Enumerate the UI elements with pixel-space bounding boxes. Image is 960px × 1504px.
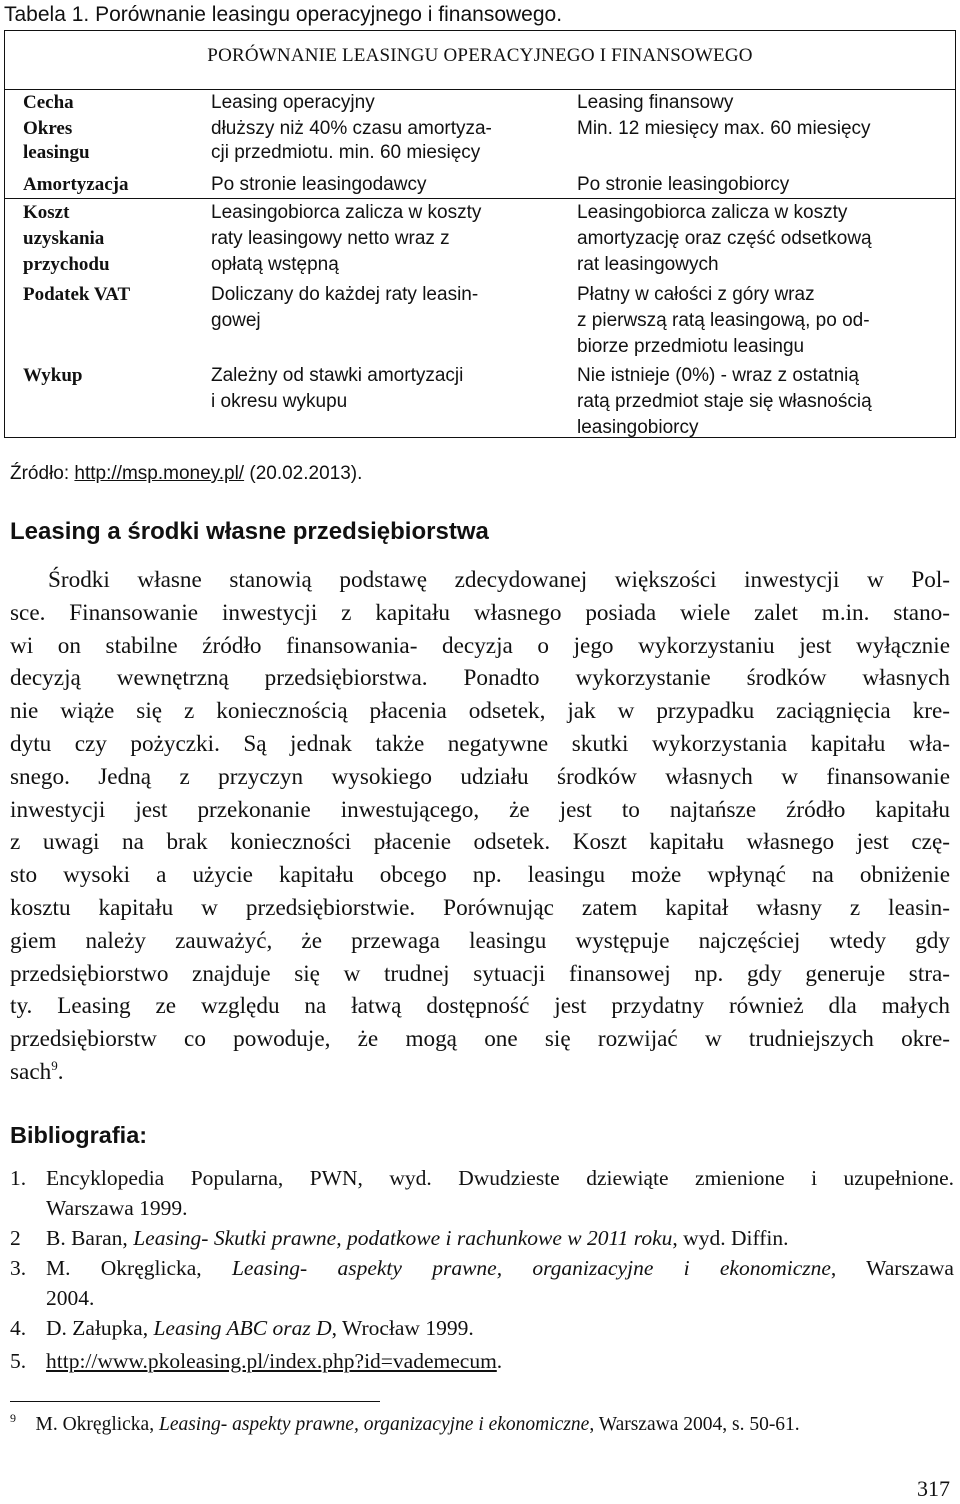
- bibliography-line: [46, 1253, 954, 1283]
- body-line: sce. Finansowanie inwestycji z kapitału własnego posiada wiele zalet m.in. stano-: [10, 599, 950, 626]
- bibliography-text: [46, 1253, 954, 1313]
- footnote: [10, 1410, 800, 1440]
- bibliography-number: 3.: [10, 1256, 27, 1280]
- body-line: z uwagi na brak konieczności płacenie odsetek. Koszt kapitału własnego jest czę-: [10, 829, 950, 856]
- bibliography-publisher: , wyd. Diffin.: [672, 1226, 789, 1250]
- body-line: giem należy zauważyć, że przewaga leasingu występuje najczęściej wtedy gdy: [10, 927, 950, 954]
- row-depreciation-financial-line: Po stronie leasingobiorcy: [577, 174, 790, 195]
- header-financial: Leasing finansowy: [577, 92, 734, 113]
- row-buyout-operational: [211, 363, 463, 415]
- body-line: inwestycji jest przekonanie inwestującego, że jest to najtańsze źródło kapitału: [10, 796, 950, 823]
- bibliography-line: Warszawa 1999.: [46, 1196, 188, 1220]
- source-label: Źródło:: [10, 463, 75, 484]
- bibliography-title: Leasing- aspekty prawne, organizacyjne i ekonomiczne: [231, 1256, 831, 1280]
- row-vat-financial-line: Płatny w całości z góry wraz: [577, 284, 815, 305]
- row-period-feature-line: Okres: [23, 118, 73, 139]
- row-cost-feature-line: uzyskania: [23, 228, 105, 249]
- header-feature: Cecha: [23, 92, 74, 113]
- row-cost-financial-line: rat leasingowych: [577, 254, 719, 275]
- source-date: (20.02.2013).: [244, 463, 363, 484]
- row-period-feature: [23, 117, 90, 165]
- bibliography-text: [46, 1163, 954, 1223]
- footnote-separator: [10, 1401, 380, 1402]
- row-cost-feature: [23, 200, 110, 278]
- footnote-reference[interactable]: 9: [51, 1057, 58, 1073]
- row-cost-operational-line: Leasingobiorca zalicza w koszty: [211, 202, 482, 223]
- row-buyout-operational-line: i okresu wykupu: [211, 391, 348, 412]
- row-vat-operational-line: Doliczany do każdej raty leasin-: [211, 284, 479, 305]
- row-period-financial: [577, 117, 871, 141]
- bibliography-line: [46, 1223, 954, 1253]
- row-cost-operational-line: opłatą wstępną: [211, 254, 339, 275]
- footnote-number: 9: [10, 1411, 16, 1425]
- row-depreciation-operational: [211, 172, 426, 198]
- table-divider: [5, 89, 955, 90]
- bibliography-author: B. Baran,: [46, 1226, 134, 1250]
- comparison-table: [4, 30, 956, 438]
- section-heading: Leasing a środki własne przedsiębiorstwa: [10, 518, 489, 545]
- bibliography-text: [46, 1223, 954, 1253]
- page-number: 317: [917, 1476, 950, 1501]
- bibliography-author: M. Okręglicka,: [46, 1256, 232, 1280]
- row-period-operational-line: cji przedmiotu. min. 60 miesięcy: [211, 142, 481, 163]
- body-paragraph: [10, 564, 950, 1089]
- footnote-rest: , Warszawa 2004, s. 50-61.: [589, 1414, 800, 1435]
- bibliography-link[interactable]: http://www.pkoleasing.pl/index.php?id=vademecum: [46, 1349, 497, 1373]
- row-vat-operational: [211, 282, 478, 334]
- row-depreciation-feature: [23, 172, 129, 198]
- bibliography-item: [10, 1313, 954, 1343]
- row-cost-feature-line: przychodu: [23, 254, 110, 275]
- bibliography-title: Leasing ABC oraz D: [153, 1316, 332, 1340]
- bibliography-line: [46, 1346, 954, 1376]
- bibliography-heading: Bibliografia:: [10, 1122, 148, 1148]
- bibliography-publisher: , Warszawa: [830, 1256, 954, 1280]
- row-cost-financial-line: Leasingobiorca zalicza w koszty: [577, 202, 848, 223]
- row-vat-operational-line: gowej: [211, 310, 261, 331]
- bibliography-punct: .: [496, 1349, 503, 1373]
- row-depreciation-financial: [577, 172, 789, 198]
- row-cost-operational-line: raty leasingowy netto wraz z: [211, 228, 450, 249]
- bibliography-number: 1.: [10, 1166, 27, 1190]
- row-buyout-financial-line: ratą przedmiot staje się własnością: [577, 391, 872, 412]
- body-line: Środki własne stanowią podstawę zdecydowanej większości inwestycji w Pol-: [48, 567, 950, 593]
- bibliography-title: Leasing- Skutki prawne, podatkowe i rachunkowe w 2011 roku: [133, 1226, 673, 1250]
- bibliography-number: 5.: [10, 1349, 27, 1373]
- table-title: PORÓWNANIE LEASINGU OPERACYJNEGO I FINANSOWEGO: [207, 45, 753, 66]
- row-buyout-financial-line: leasingobiorcy: [577, 417, 699, 438]
- bibliography-number: 2: [10, 1226, 21, 1250]
- footnote-title: Leasing- aspekty prawne, organizacyjne i ekonomiczne: [158, 1414, 590, 1435]
- bibliography-number: 4.: [10, 1316, 27, 1340]
- row-cost-financial-line: amortyzację oraz część odsetkową: [577, 228, 872, 249]
- body-last-punct: .: [57, 1058, 64, 1085]
- body-line: ty. Leasing ze względu na łatwą dostępność jest przydatny również dla małych: [10, 993, 950, 1020]
- bibliography-text: [46, 1346, 954, 1376]
- bibliography-line: Encyklopedia Popularna, PWN, wyd. Dwudzieste dziewiąte zmienione i uzupełnione.: [46, 1166, 954, 1190]
- row-buyout-financial: [577, 363, 872, 441]
- row-buyout-feature: [23, 363, 83, 389]
- body-line: wi on stabilne źródło finansowania- decyzja o jego wykorzystaniu jest wyłącznie: [10, 632, 950, 659]
- bibliography-item: [10, 1223, 954, 1253]
- bibliography-item: [10, 1253, 954, 1313]
- body-line: dytu czy pożyczki. Są jednak także negatywne skutki wykorzystania kapitału wła-: [10, 730, 950, 757]
- row-period-operational: [211, 117, 492, 165]
- body-line: sto wysoki a użycie kapitału obcego np. leasingu może wpłynąć na obniżenie: [10, 862, 950, 889]
- row-buyout-operational-line: Zależny od stawki amortyzacji: [211, 365, 464, 386]
- source-link[interactable]: http://msp.money.pl/: [74, 463, 245, 484]
- row-depreciation-feature-line: Amortyzacja: [23, 174, 129, 195]
- body-line: przedsiębiorstwo znajduje się w trudnej sytuacji finansowej np. gdy generuje stra-: [10, 960, 950, 987]
- bibliography-item: [10, 1163, 954, 1223]
- body-line-last: [10, 1056, 950, 1089]
- body-line: nie wiąże się z koniecznością płacenia odsetek, jak w przypadku zaciągnięcia kre-: [10, 698, 950, 725]
- bibliography-item: [10, 1346, 954, 1376]
- bibliography-publisher: , Wrocław 1999.: [331, 1316, 474, 1340]
- row-vat-financial: [577, 282, 870, 360]
- row-vat-financial-line: z pierwszą ratą leasingową, po od-: [577, 310, 870, 331]
- table-source: [10, 461, 362, 487]
- row-vat-feature-line: Podatek VAT: [23, 284, 131, 305]
- table-caption: Tabela 1. Porównanie leasingu operacyjnego i finansowego.: [4, 3, 563, 26]
- bibliography-author: D. Załupka,: [46, 1316, 154, 1340]
- header-operational: Leasing operacyjny: [211, 92, 375, 113]
- row-period-feature-line: leasingu: [23, 142, 90, 163]
- row-cost-operational: [211, 200, 481, 278]
- row-vat-feature: [23, 282, 130, 308]
- body-line: przedsiębiorstw co powoduje, że mogą one się rozwijać w trudniejszych okre-: [10, 1026, 950, 1053]
- body-line: kosztu kapitału w przedsiębiorstwie. Porównując zatem kapitał własny z leasin-: [10, 894, 950, 921]
- row-cost-financial: [577, 200, 872, 278]
- row-period-financial-line: Min. 12 miesięcy max. 60 miesięcy: [577, 118, 871, 139]
- table-divider: [5, 198, 955, 199]
- bibliography-line: [46, 1313, 954, 1343]
- body-last-word: sach: [10, 1058, 52, 1085]
- row-depreciation-operational-line: Po stronie leasingodawcy: [211, 174, 427, 195]
- row-cost-feature-line: Koszt: [23, 202, 70, 223]
- footnote-author: M. Okręglicka,: [35, 1414, 159, 1435]
- row-period-operational-line: dłuższy niż 40% czasu amortyza-: [211, 118, 492, 139]
- bibliography-line: 2004.: [46, 1286, 95, 1310]
- body-line: decyzją wewnętrzną przedsiębiorstwa. Ponadto wykorzystanie środków własnych: [10, 665, 950, 692]
- row-vat-financial-line: biorze przedmiotu leasingu: [577, 336, 805, 357]
- body-line: snego. Jedną z przyczyn wysokiego udziału środków własnych w finansowanie: [10, 763, 950, 790]
- row-buyout-financial-line: Nie istnieje (0%) - wraz z ostatnią: [577, 365, 859, 386]
- bibliography-text: [46, 1313, 954, 1343]
- row-buyout-feature-line: Wykup: [23, 365, 83, 386]
